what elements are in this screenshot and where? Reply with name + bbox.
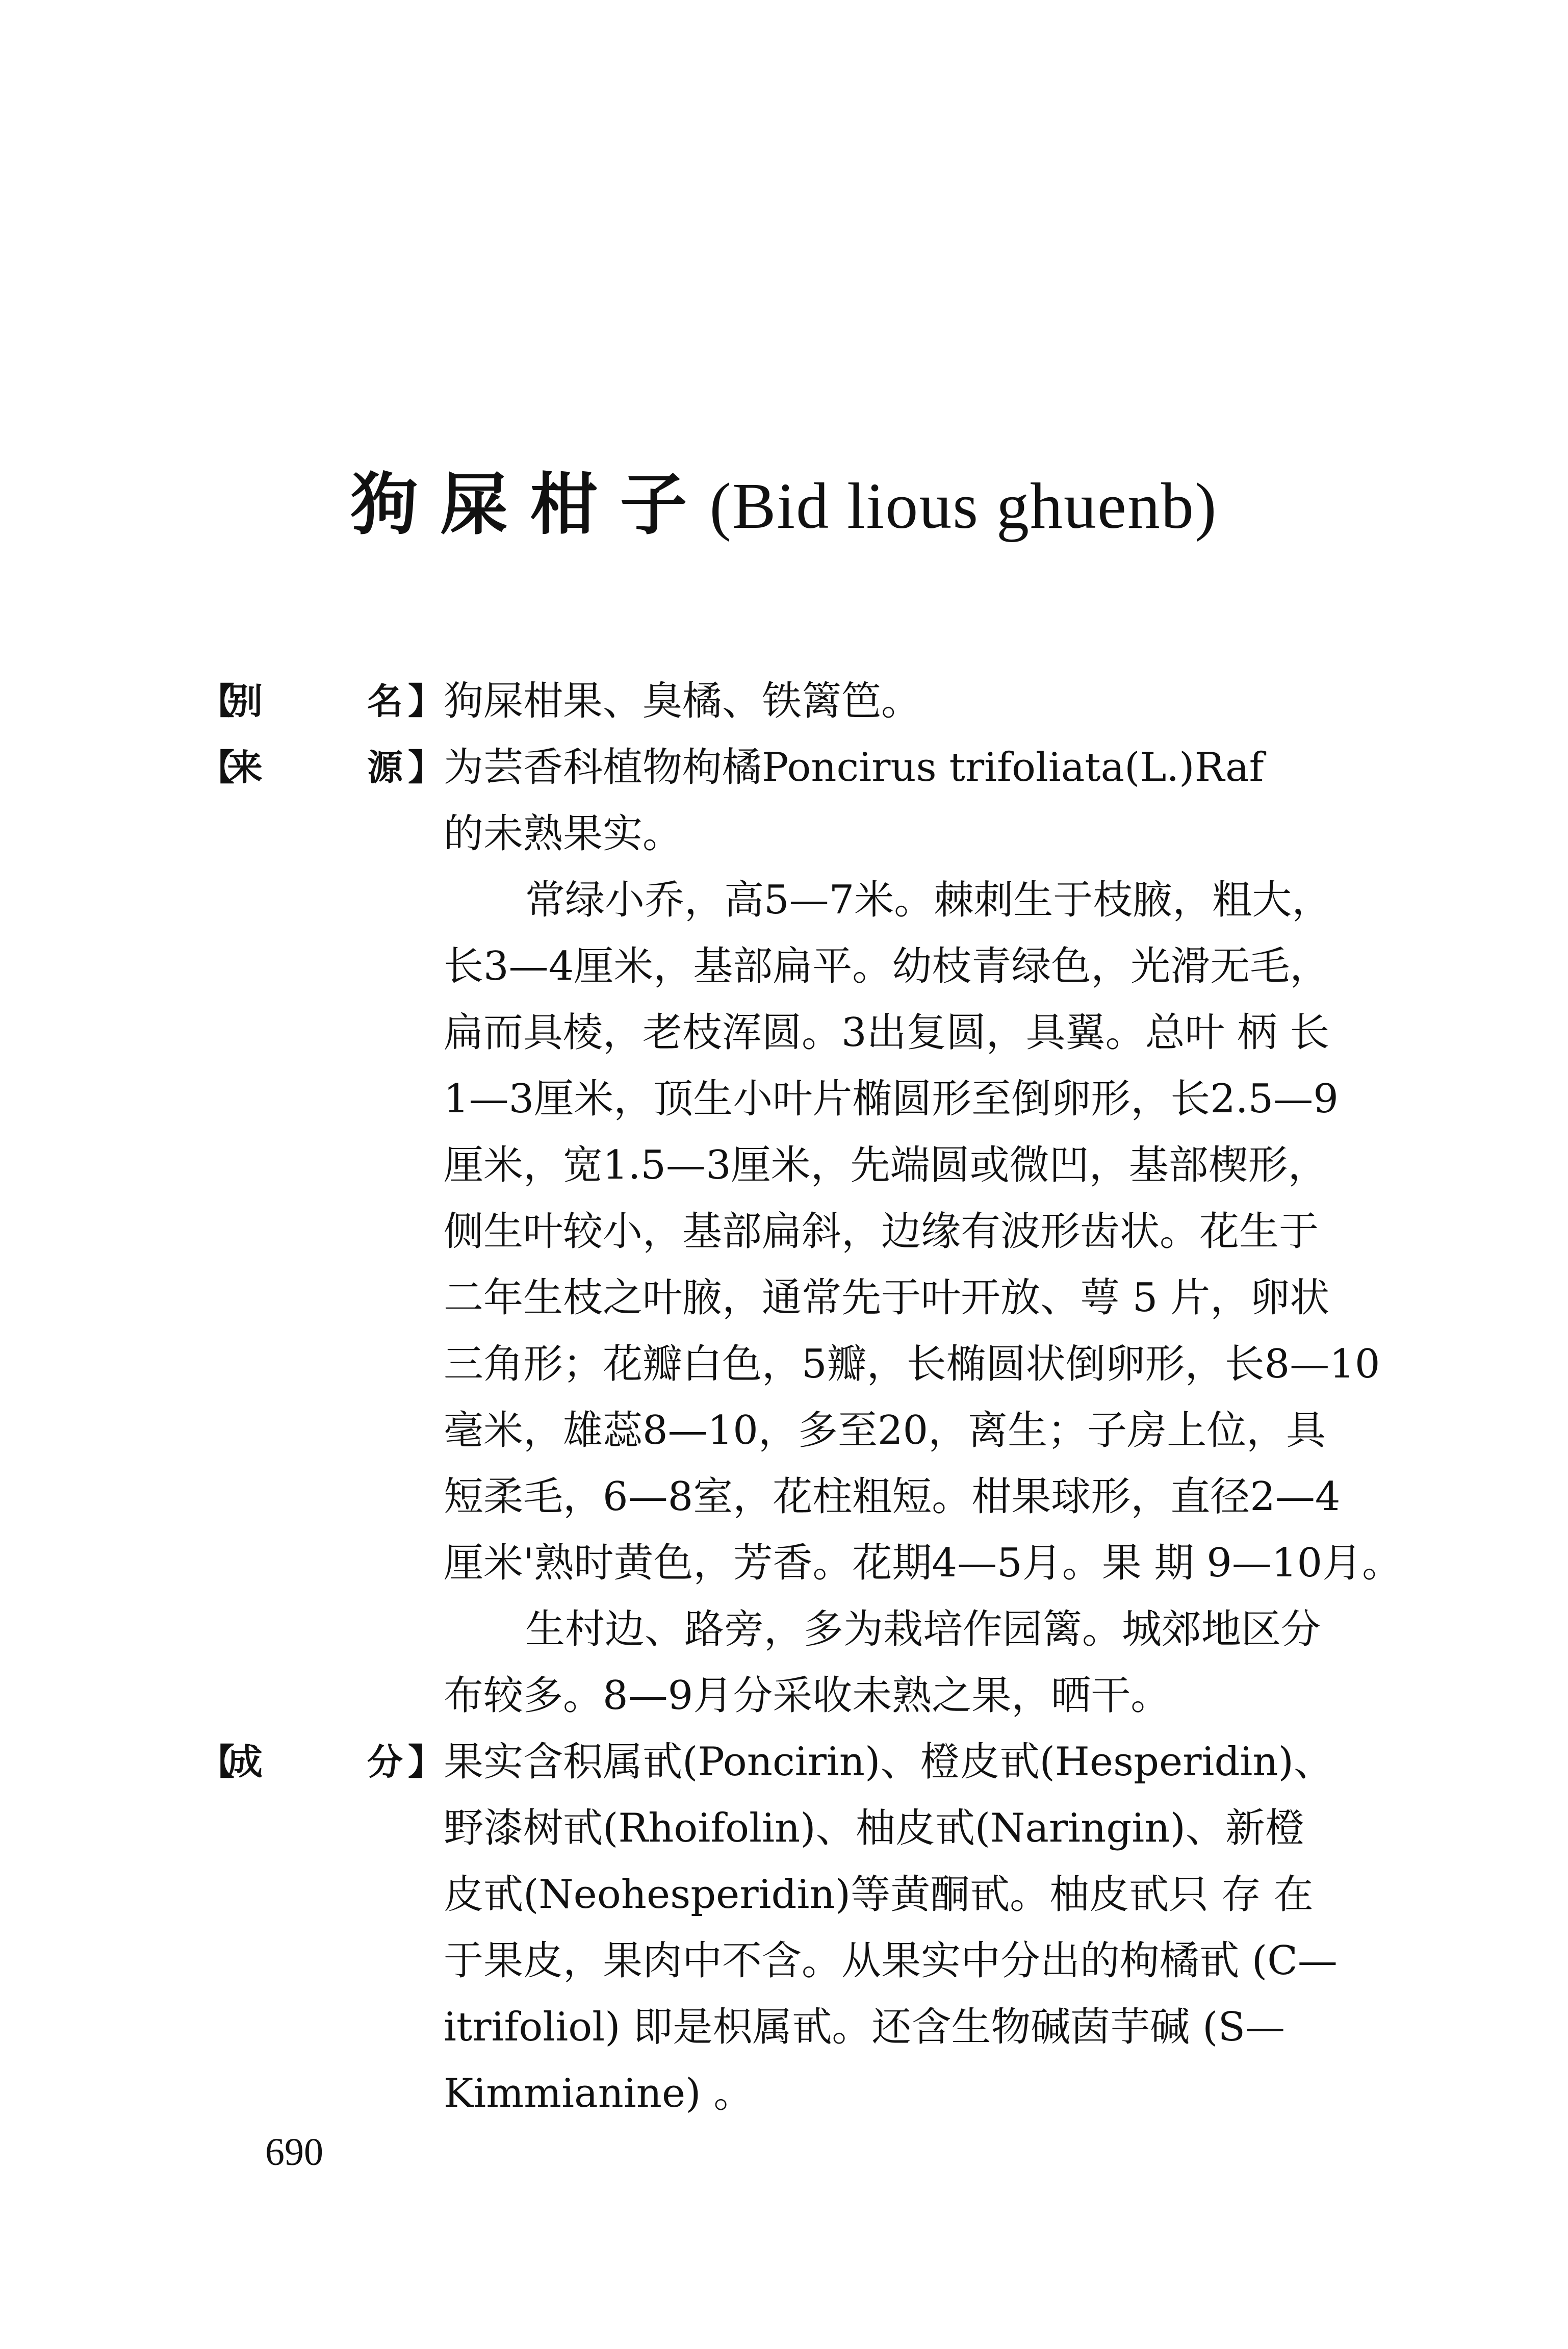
text-line: 扁而具棱，老枝浑圆。3出复圆，具翼。总叶 柄 长 [444,1010,1330,1056]
text-line: 短柔毛，6—8室，花柱粗短。柑果球形，直径2—4 [444,1474,1341,1520]
habitat-paragraph [444,1596,1412,1729]
label-char: 别 [227,680,263,722]
label-composition [199,1729,444,1795]
label-char: 成 [227,1741,263,1783]
source-text [444,734,1412,867]
text-line: itrifoliol) 即是枳属甙。还含生物碱茵芋碱 (S— [444,2004,1286,2050]
page-number: 690 [265,2131,323,2174]
text-line: 布较多。8—9月分采收未熟之果，晒干。 [444,1673,1171,1719]
label-char: 来 [227,747,263,788]
text-line: 于果皮，果肉中不含。从果实中分出的枸橘甙 (C— [444,1938,1338,1984]
text-line: 为芸香科植物枸橘Poncirus trifoliata(L.)Raf [444,745,1264,790]
title-latin: (Bid lious ghuenb) [709,470,1218,542]
label-bracket-close: 】 [408,747,444,788]
label-bracket-open: 【 [199,680,235,722]
text-line: 皮甙(Neohesperidin)等黄酮甙。柚皮甙只 存 在 [444,1872,1314,1918]
text-line: 长3—4厘米，基部扁平。幼枝青绿色，光滑无毛， [444,943,1330,989]
label-char: 源 [367,747,403,788]
label-bracket-open: 【 [199,747,235,788]
text-line: 常绿小乔，高5—7米。棘刺生于枝腋，粗大， [525,877,1332,923]
page-title [0,459,1568,551]
text-line: 毫米，雄蕊8—10，多至20，离生；子房上位，具 [444,1408,1326,1453]
label-alias [199,668,444,734]
text-line: 侧生叶较小，基部扁斜，边缘有波形齿状。花生于 [444,1209,1319,1255]
composition-text [444,1729,1412,2127]
text-line: 厘米'熟时黄色，芳香。花期4—5月。果 期 9—10月。 [444,1540,1402,1586]
text-line: 狗屎柑果、臭橘、铁篱笆。 [444,678,921,724]
label-char: 分 [367,1741,403,1783]
text-line: Kimmianine) 。 [444,2071,754,2116]
text-line: 二年生枝之叶腋，通常先于叶开放、萼 5 片，卵状 [444,1275,1330,1321]
label-bracket-open: 【 [199,1741,235,1783]
label-source [199,734,444,801]
description-paragraph [444,867,1412,1596]
label-bracket-close: 】 [408,680,444,722]
text-line: 三角形；花瓣白色，5瓣，长椭圆状倒卵形，长8—10 [444,1341,1380,1387]
label-bracket-close: 】 [408,1741,444,1783]
text-line: 厘米，宽1.5—3厘米，先端圆或微凹，基部楔形， [444,1142,1328,1188]
text-line: 的未熟果实。 [444,811,683,857]
title-chinese: 狗屎柑子 [350,466,710,544]
text-line: 果实含积属甙(Poncirin)、橙皮甙(Hesperidin)、 [444,1739,1333,1785]
label-char: 名 [367,680,403,722]
alias-text [444,668,1412,734]
text-line: 1—3厘米，顶生小叶片椭圆形至倒卵形，长2.5—9 [444,1076,1339,1122]
text-line: 野漆树甙(Rhoifolin)、柚皮甙(Naringin)、新橙 [444,1805,1305,1851]
text-line: 生村边、路旁，多为栽培作园篱。城郊地区分 [525,1606,1321,1652]
